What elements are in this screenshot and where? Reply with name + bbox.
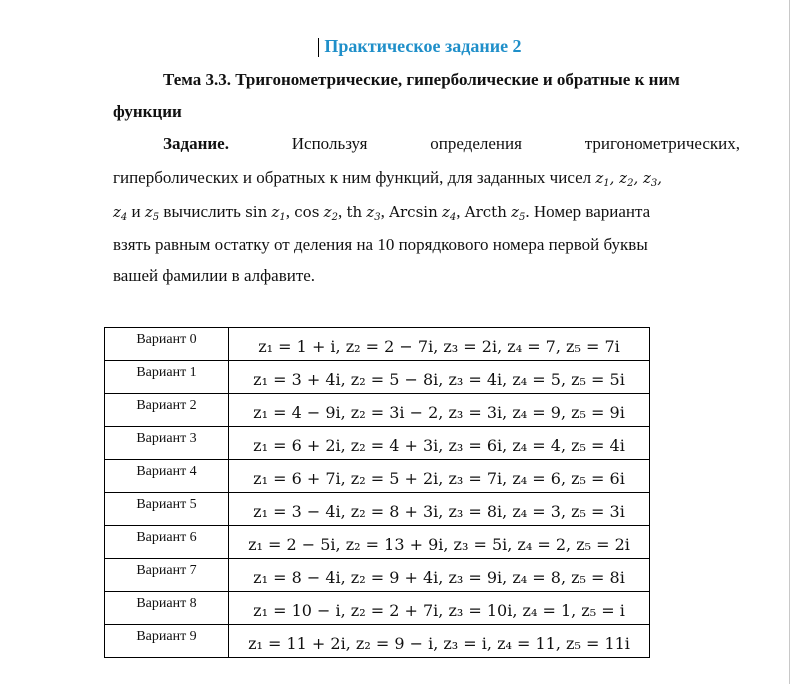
variant-label-cell bbox=[105, 328, 229, 361]
variant-label: Вариант 9 bbox=[136, 629, 197, 644]
topic-line-2: функции bbox=[113, 102, 182, 121]
variant-label-cell bbox=[105, 460, 229, 493]
task-text: гиперболических и обратных к ним функций, для заданных чисел bbox=[113, 168, 592, 187]
variants-table bbox=[104, 327, 650, 658]
variant-label: Вариант 8 bbox=[136, 596, 197, 611]
variant-label: Вариант 2 bbox=[136, 398, 197, 413]
task-label: Задание. bbox=[163, 134, 229, 153]
variant-value: z₁ = 10 − i, z₂ = 2 + 7i, z₃ = 10i, z₄ = 1, z₅ = i bbox=[253, 600, 625, 620]
variant-value-cell bbox=[229, 328, 650, 361]
variant-value-cell bbox=[229, 526, 650, 559]
task-word: тригонометрических, bbox=[584, 134, 740, 153]
table-row bbox=[105, 427, 650, 460]
task-text: . Номер варианта bbox=[525, 202, 651, 221]
table-row bbox=[105, 526, 650, 559]
variant-value: z₁ = 6 + 2i, z₂ = 4 + 3i, z₃ = 6i, z₄ = 4, z₅ = 4i bbox=[253, 435, 625, 455]
variant-value-cell bbox=[229, 592, 650, 625]
variant-label-cell bbox=[105, 427, 229, 460]
variant-value: z₁ = 11 + 2i, z₂ = 9 − i, z₃ = i, z₄ = 11, z₅ = 11i bbox=[248, 633, 630, 653]
variant-value: z₁ = 6 + 7i, z₂ = 5 + 2i, z₃ = 7i, z₄ = 6, z₅ = 6i bbox=[253, 468, 625, 488]
variant-label-cell bbox=[105, 394, 229, 427]
variant-value: z₁ = 2 − 5i, z₂ = 13 + 9i, z₃ = 5i, z₄ = 2, z₅ = 2i bbox=[248, 534, 630, 554]
variant-value: z₁ = 1 + i, z₂ = 2 − 7i, z₃ = 2i, z₄ = 7, z₅ = 7i bbox=[258, 336, 620, 356]
topic-line-1: Тема 3.3. Тригонометрические, гиперболические и обратные к ним bbox=[163, 70, 680, 89]
variant-label: Вариант 0 bbox=[136, 332, 197, 347]
variant-value: z₁ = 4 − 9i, z₂ = 3i − 2, z₃ = 3i, z₄ = 9, z₅ = 9i bbox=[253, 402, 625, 422]
task-text: вычислить bbox=[163, 202, 241, 221]
task-line-2: гиперболических и обратных к ним функций, для заданных чисел $z_1$, $z_2$, $z_3$, bbox=[113, 168, 663, 189]
variant-label-cell bbox=[105, 493, 229, 526]
variant-value-cell bbox=[229, 394, 650, 427]
task-line-5: вашей фамилии в алфавите. bbox=[113, 266, 316, 285]
variant-value-cell bbox=[229, 559, 650, 592]
variant-value-cell bbox=[229, 625, 650, 658]
variant-value-cell bbox=[229, 361, 650, 394]
variant-label-cell bbox=[105, 625, 229, 658]
table-row bbox=[105, 394, 650, 427]
table-row bbox=[105, 625, 650, 658]
variant-value: z₁ = 3 − 4i, z₂ = 8 + 3i, z₃ = 8i, z₄ = 3, z₅ = 3i bbox=[253, 501, 625, 521]
task-line-3: $z_4$ и $z_5$ вычислить $\sin z_1$, $\cos z_2$, th $z_3$, Arcsin $z_4$, Arcth $z_5$. Номер варианта bbox=[113, 202, 651, 223]
task-line-1 bbox=[163, 134, 740, 154]
variant-label-cell bbox=[105, 526, 229, 559]
table-row bbox=[105, 493, 650, 526]
task-word: определения bbox=[430, 134, 522, 153]
variant-label-cell bbox=[105, 592, 229, 625]
variant-label: Вариант 6 bbox=[136, 530, 197, 545]
variant-value-cell bbox=[229, 460, 650, 493]
variant-value: z₁ = 8 − 4i, z₂ = 9 + 4i, z₃ = 9i, z₄ = 8, z₅ = 8i bbox=[253, 567, 625, 587]
table-row bbox=[105, 328, 650, 361]
variant-label: Вариант 7 bbox=[136, 563, 197, 578]
page-title: Практическое задание 2 bbox=[324, 36, 522, 56]
task-word: Используя bbox=[291, 134, 368, 153]
table-row bbox=[105, 361, 650, 394]
variant-label-cell bbox=[105, 559, 229, 592]
table-row bbox=[105, 460, 650, 493]
variant-value-cell bbox=[229, 493, 650, 526]
page-edge bbox=[789, 0, 790, 684]
variant-label-cell bbox=[105, 361, 229, 394]
variant-label: Вариант 5 bbox=[136, 497, 197, 512]
task-line-4: взять равным остатку от деления на 10 порядкового номера первой буквы bbox=[113, 235, 648, 254]
variant-label: Вариант 3 bbox=[136, 431, 197, 446]
variant-value-cell bbox=[229, 427, 650, 460]
table-row bbox=[105, 559, 650, 592]
variant-label: Вариант 1 bbox=[136, 365, 197, 380]
variant-value: z₁ = 3 + 4i, z₂ = 5 − 8i, z₃ = 4i, z₄ = 5, z₅ = 5i bbox=[253, 369, 625, 389]
table-row bbox=[105, 592, 650, 625]
variant-label: Вариант 4 bbox=[136, 464, 197, 479]
